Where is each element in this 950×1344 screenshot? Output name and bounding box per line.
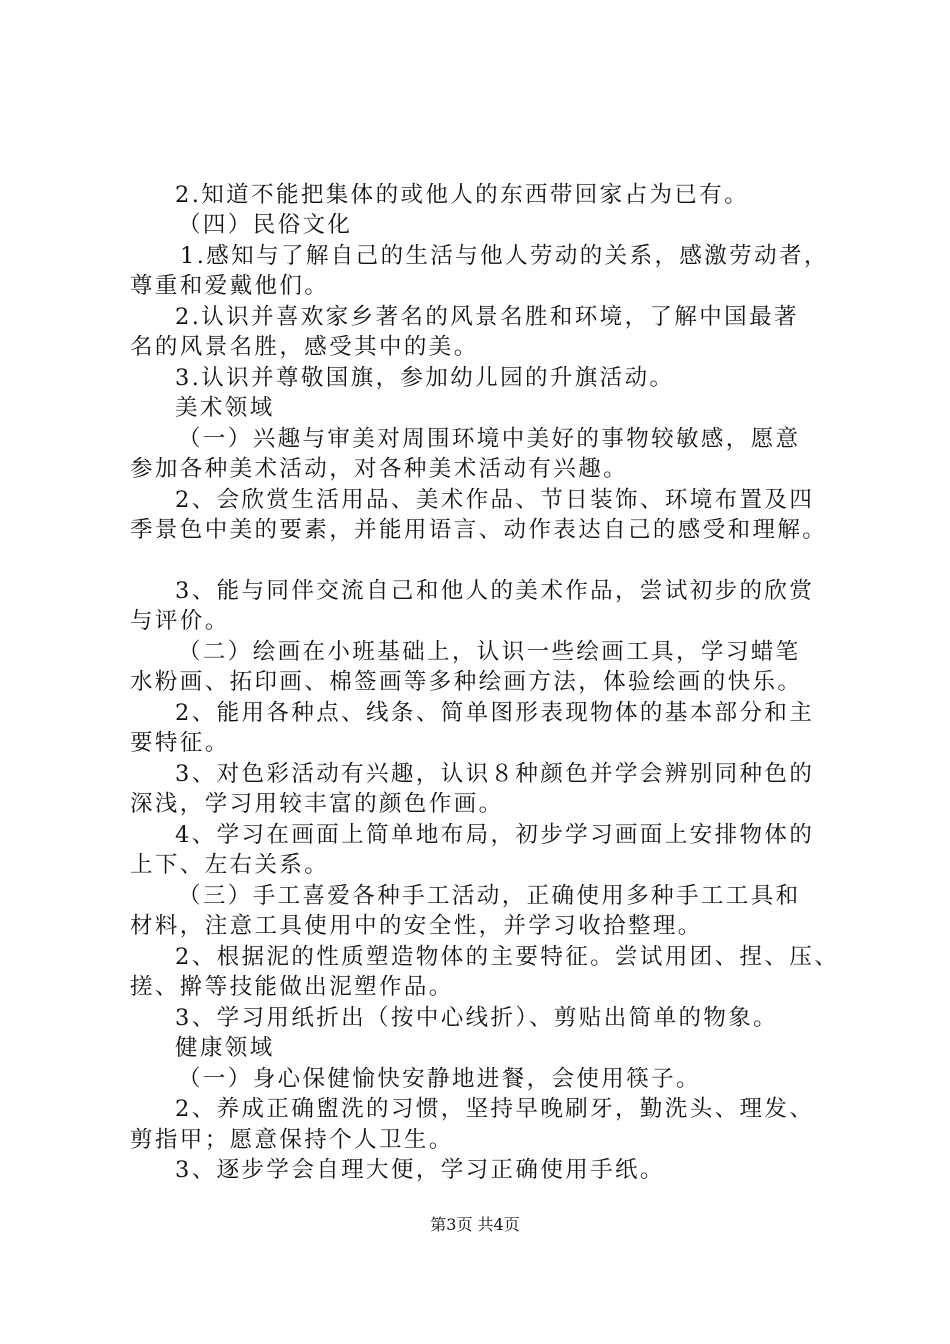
text-line: 材料，注意工具使用中的安全性，并学习收拾整理。 — [130, 913, 703, 939]
text-line: 名的风景名胜，感受其中的美。 — [130, 334, 479, 360]
text-line: 要特征。 — [130, 730, 230, 756]
text-line: 3、能与同伴交流自己和他人的美术作品，尝试初步的欣赏 — [175, 578, 815, 604]
text-line: 深浅，学习用较丰富的颜色作画。 — [130, 791, 504, 817]
text-line: 3.认识并尊敬国旗，参加幼儿园的升旗活动。 — [175, 365, 675, 391]
text-line: 3、学习用纸折出（按中心线折）、剪贴出简单的物象。 — [175, 1005, 779, 1031]
text-line: （二）绘画在小班基础上，认识一些绘画工具，学习蜡笔 — [178, 639, 801, 665]
section-heading: （四）民俗文化 — [178, 212, 353, 238]
text-line: 2.认识并喜欢家乡著名的风景名胜和环境，了解中国最著 — [175, 304, 799, 330]
text-line: （一）身心保健愉快安静地进餐，会使用筷子。 — [178, 1066, 701, 1092]
text-line: 季景色中美的要素，并能用语言、动作表达自己的感受和理解。 — [130, 517, 828, 543]
text-line: （三）手工喜爱各种手工活动，正确使用多种手工工具和 — [178, 883, 801, 909]
text-line: 2.知道不能把集体的或他人的东西带回家占为已有。 — [175, 182, 750, 208]
section-heading: 健康领域 — [175, 1035, 275, 1061]
text-line: 2、能用各种点、线条、简单图形表现物体的基本部分和主 — [175, 700, 815, 726]
text-line: 与评价。 — [130, 608, 230, 634]
text-line: 参加各种美术活动，对各种美术活动有兴趣。 — [130, 456, 629, 482]
text-line: 1.感知与了解自己的生活与他人劳动的关系，感激劳动者， — [180, 243, 829, 269]
text-line: 3、逐步学会自理大便，学习正确使用手纸。 — [175, 1157, 665, 1183]
text-line: （一）兴趣与审美对周围环境中美好的事物较敏感，愿意 — [178, 426, 801, 452]
text-line: 水粉画、拓印画、棉签画等多种绘画方法，体验绘画的快乐。 — [130, 669, 803, 695]
text-line: 2、会欣赏生活用品、美术作品、节日装饰、环境布置及四 — [175, 487, 815, 513]
section-heading: 美术领域 — [175, 395, 275, 421]
text-line: 尊重和爱戴他们。 — [130, 273, 330, 299]
page-number: 第3页 共4页 — [430, 1215, 520, 1234]
text-line: 2、养成正确盥洗的习惯，坚持早晚刷牙，勤洗头、理发、 — [175, 1096, 815, 1122]
text-line: 搓、擀等技能做出泥塑作品。 — [130, 974, 454, 1000]
text-line: 上下、左右关系。 — [130, 852, 330, 878]
text-line: 4、学习在画面上简单地布局，初步学习画面上安排物体的 — [175, 822, 815, 848]
text-line: 剪指甲；愿意保持个人卫生。 — [130, 1127, 454, 1153]
text-line: 3、对色彩活动有兴趣，认识８种颜色并学会辨别同种色的 — [175, 761, 815, 787]
text-line: 2、根据泥的性质塑造物体的主要特征。尝试用团、捏、压、 — [175, 944, 840, 970]
